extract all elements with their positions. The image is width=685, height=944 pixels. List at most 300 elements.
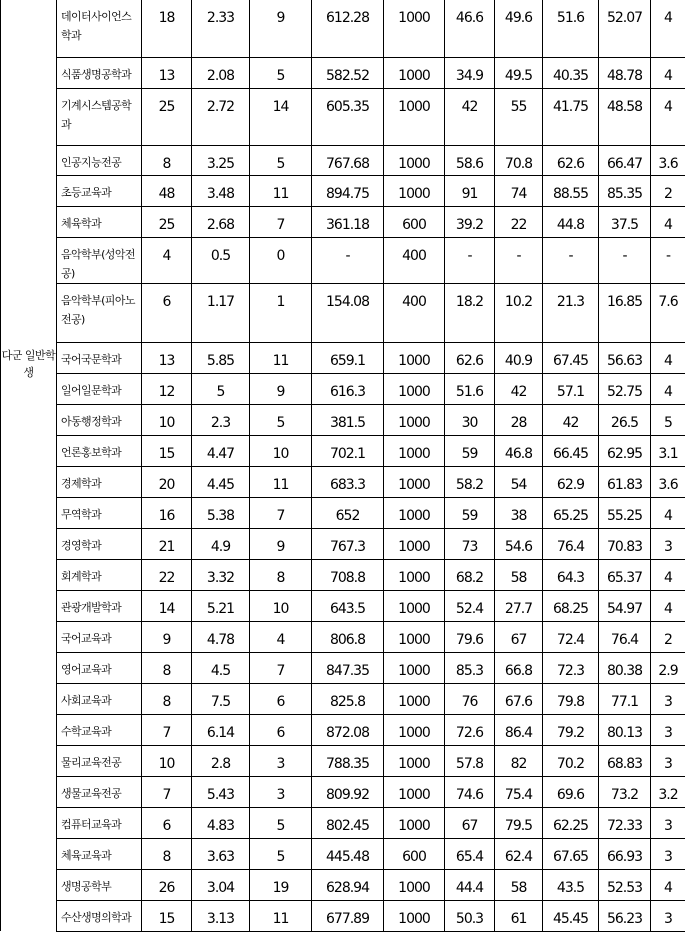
value-cell: 3 xyxy=(651,528,685,559)
value-cell: 80.13 xyxy=(599,714,651,745)
value-cell: 72.33 xyxy=(599,807,651,838)
value-cell: 42 xyxy=(445,88,495,145)
value-cell: 643.5 xyxy=(312,590,384,621)
department-name-cell: 컴퓨터교육과 xyxy=(57,807,142,838)
department-name-cell: 국어국문학과 xyxy=(57,342,142,373)
value-cell: 9 xyxy=(142,621,192,652)
value-cell: 67.45 xyxy=(543,342,599,373)
department-name-cell: 인공지능전공 xyxy=(57,145,142,175)
value-cell: 66.93 xyxy=(599,838,651,869)
value-cell: 13 xyxy=(142,342,192,373)
value-cell: 43.5 xyxy=(543,869,599,900)
value-cell: 1000 xyxy=(384,88,445,145)
value-cell: 27.7 xyxy=(495,590,543,621)
value-cell: 11 xyxy=(250,175,312,206)
value-cell: 58 xyxy=(495,559,543,590)
admission-group-cell xyxy=(1,0,57,342)
value-cell: 683.3 xyxy=(312,466,384,497)
value-cell: 6 xyxy=(250,683,312,714)
value-cell: 400 xyxy=(384,237,445,283)
value-cell: 86.4 xyxy=(495,714,543,745)
value-cell: 58.6 xyxy=(445,145,495,175)
value-cell: 69.6 xyxy=(543,776,599,807)
value-cell: 79.8 xyxy=(543,683,599,714)
value-cell: 2.9 xyxy=(651,652,685,683)
value-cell: 4 xyxy=(651,342,685,373)
value-cell: 25 xyxy=(142,206,192,237)
value-cell: 82 xyxy=(495,745,543,776)
value-cell: 5 xyxy=(250,57,312,88)
value-cell: 57.8 xyxy=(445,745,495,776)
value-cell: 872.08 xyxy=(312,714,384,745)
value-cell: 1000 xyxy=(384,373,445,404)
value-cell: 88.55 xyxy=(543,175,599,206)
department-name-cell: 데이터사이언스학과 xyxy=(57,0,142,57)
value-cell: 361.18 xyxy=(312,206,384,237)
value-cell: 76 xyxy=(445,683,495,714)
table-row xyxy=(1,559,685,590)
value-cell: 3.1 xyxy=(651,435,685,466)
value-cell: 3.2 xyxy=(651,776,685,807)
value-cell: 59 xyxy=(445,497,495,528)
value-cell: 67.6 xyxy=(495,683,543,714)
value-cell: 55.25 xyxy=(599,497,651,528)
value-cell: 68.83 xyxy=(599,745,651,776)
value-cell: 62.6 xyxy=(445,342,495,373)
value-cell: 677.89 xyxy=(312,900,384,931)
value-cell: 802.45 xyxy=(312,807,384,838)
value-cell: 3 xyxy=(651,807,685,838)
value-cell: 1000 xyxy=(384,621,445,652)
value-cell: 70.83 xyxy=(599,528,651,559)
value-cell: 3 xyxy=(651,838,685,869)
value-cell: 5 xyxy=(250,838,312,869)
department-name-cell: 사회교육과 xyxy=(57,683,142,714)
value-cell: 5 xyxy=(250,404,312,435)
value-cell: 38 xyxy=(495,497,543,528)
value-cell: 2 xyxy=(651,621,685,652)
value-cell: 54.6 xyxy=(495,528,543,559)
value-cell: 0 xyxy=(250,237,312,283)
department-name-cell: 경영학과 xyxy=(57,528,142,559)
value-cell: 16 xyxy=(142,497,192,528)
value-cell: 20 xyxy=(142,466,192,497)
value-cell: 37.5 xyxy=(599,206,651,237)
value-cell: 3.6 xyxy=(651,145,685,175)
value-cell: 7.5 xyxy=(192,683,250,714)
value-cell: 4 xyxy=(651,497,685,528)
value-cell: 66.8 xyxy=(495,652,543,683)
value-cell: 48 xyxy=(142,175,192,206)
value-cell: 58.2 xyxy=(445,466,495,497)
value-cell: 46.6 xyxy=(445,0,495,57)
department-name-cell: 아동행정학과 xyxy=(57,404,142,435)
value-cell: 400 xyxy=(384,283,445,342)
value-cell: 85.35 xyxy=(599,175,651,206)
value-cell: 76.4 xyxy=(599,621,651,652)
value-cell: 22 xyxy=(495,206,543,237)
department-name-cell: 생물교육전공 xyxy=(57,776,142,807)
value-cell: 3 xyxy=(250,776,312,807)
value-cell: 4.83 xyxy=(192,807,250,838)
value-cell: 2.8 xyxy=(192,745,250,776)
value-cell: 62.4 xyxy=(495,838,543,869)
value-cell: 3 xyxy=(250,745,312,776)
value-cell: 15 xyxy=(142,900,192,931)
table-row xyxy=(1,590,685,621)
value-cell: 30 xyxy=(445,404,495,435)
value-cell: 51.6 xyxy=(543,0,599,57)
table-row xyxy=(1,652,685,683)
value-cell: 91 xyxy=(445,175,495,206)
value-cell: 54.97 xyxy=(599,590,651,621)
value-cell: 67 xyxy=(445,807,495,838)
value-cell: 85.3 xyxy=(445,652,495,683)
table-row xyxy=(1,528,685,559)
value-cell: 1000 xyxy=(384,807,445,838)
value-cell: 28 xyxy=(495,404,543,435)
value-cell: 659.1 xyxy=(312,342,384,373)
value-cell: 9 xyxy=(250,528,312,559)
value-cell: 4 xyxy=(651,590,685,621)
department-name-cell: 생명공학부 xyxy=(57,869,142,900)
value-cell: 4.47 xyxy=(192,435,250,466)
value-cell: 2.72 xyxy=(192,88,250,145)
table-row xyxy=(1,88,685,145)
value-cell: 628.94 xyxy=(312,869,384,900)
value-cell: 75.4 xyxy=(495,776,543,807)
value-cell: 7 xyxy=(250,497,312,528)
value-cell: 57.1 xyxy=(543,373,599,404)
value-cell: 41.75 xyxy=(543,88,599,145)
value-cell: 1000 xyxy=(384,683,445,714)
value-cell: 708.8 xyxy=(312,559,384,590)
table-row xyxy=(1,497,685,528)
value-cell: 4 xyxy=(651,88,685,145)
value-cell: 34.9 xyxy=(445,57,495,88)
value-cell: 612.28 xyxy=(312,0,384,57)
table-row xyxy=(1,237,685,283)
table-row xyxy=(1,683,685,714)
value-cell: 652 xyxy=(312,497,384,528)
value-cell: 2.68 xyxy=(192,206,250,237)
value-cell: 3.13 xyxy=(192,900,250,931)
value-cell: 7 xyxy=(250,206,312,237)
value-cell: 600 xyxy=(384,206,445,237)
value-cell: 1000 xyxy=(384,652,445,683)
value-cell: 7 xyxy=(250,652,312,683)
value-cell: 445.48 xyxy=(312,838,384,869)
department-name-cell: 초등교육과 xyxy=(57,175,142,206)
value-cell: 48.78 xyxy=(599,57,651,88)
department-name-cell: 언론홍보학과 xyxy=(57,435,142,466)
value-cell: 1000 xyxy=(384,342,445,373)
value-cell: 11 xyxy=(250,900,312,931)
value-cell: 2.3 xyxy=(192,404,250,435)
value-cell: 52.53 xyxy=(599,869,651,900)
value-cell: 72.4 xyxy=(543,621,599,652)
value-cell: 4 xyxy=(651,373,685,404)
table-row xyxy=(1,373,685,404)
value-cell: 66.47 xyxy=(599,145,651,175)
department-name-cell: 음악학부(피아노전공) xyxy=(57,283,142,342)
value-cell: 3.48 xyxy=(192,175,250,206)
value-cell: - xyxy=(312,237,384,283)
department-name-cell: 회계학과 xyxy=(57,559,142,590)
value-cell: - xyxy=(543,237,599,283)
value-cell: 4 xyxy=(651,869,685,900)
value-cell: 3 xyxy=(651,745,685,776)
value-cell: 45.45 xyxy=(543,900,599,931)
department-name-cell: 물리교육전공 xyxy=(57,745,142,776)
value-cell: 3 xyxy=(651,683,685,714)
value-cell: 14 xyxy=(142,590,192,621)
value-cell: 7 xyxy=(142,776,192,807)
value-cell: 5 xyxy=(250,807,312,838)
value-cell: 10 xyxy=(250,590,312,621)
value-cell: 7 xyxy=(142,714,192,745)
table-body xyxy=(1,0,685,931)
value-cell: 74 xyxy=(495,175,543,206)
table-row xyxy=(1,466,685,497)
value-cell: 0.5 xyxy=(192,237,250,283)
value-cell: 4 xyxy=(250,621,312,652)
department-name-cell: 영어교육과 xyxy=(57,652,142,683)
value-cell: 12 xyxy=(142,373,192,404)
value-cell: 1000 xyxy=(384,590,445,621)
value-cell: 1000 xyxy=(384,0,445,57)
value-cell: 59 xyxy=(445,435,495,466)
value-cell: 25 xyxy=(142,88,192,145)
value-cell: 4.78 xyxy=(192,621,250,652)
value-cell: 40.9 xyxy=(495,342,543,373)
value-cell: 61 xyxy=(495,900,543,931)
value-cell: 19 xyxy=(250,869,312,900)
value-cell: 16.85 xyxy=(599,283,651,342)
department-name-cell: 식품생명공학과 xyxy=(57,57,142,88)
value-cell: 8 xyxy=(142,145,192,175)
value-cell: 9 xyxy=(250,373,312,404)
value-cell: 1000 xyxy=(384,497,445,528)
value-cell: 600 xyxy=(384,838,445,869)
value-cell: 15 xyxy=(142,435,192,466)
value-cell: 8 xyxy=(250,559,312,590)
value-cell: 72.3 xyxy=(543,652,599,683)
value-cell: 2.08 xyxy=(192,57,250,88)
value-cell: 7.6 xyxy=(651,283,685,342)
value-cell: 80.38 xyxy=(599,652,651,683)
value-cell: 825.8 xyxy=(312,683,384,714)
table-row xyxy=(1,714,685,745)
value-cell: 8 xyxy=(142,683,192,714)
value-cell: 72.6 xyxy=(445,714,495,745)
value-cell: 26 xyxy=(142,869,192,900)
value-cell: 42 xyxy=(543,404,599,435)
value-cell: 46.8 xyxy=(495,435,543,466)
department-name-cell: 경제학과 xyxy=(57,466,142,497)
value-cell: 4 xyxy=(651,0,685,57)
value-cell: 58 xyxy=(495,869,543,900)
value-cell: 3.63 xyxy=(192,838,250,869)
value-cell: 2 xyxy=(651,175,685,206)
value-cell: 702.1 xyxy=(312,435,384,466)
department-name-cell: 체육교육과 xyxy=(57,838,142,869)
value-cell: 22 xyxy=(142,559,192,590)
value-cell: 1000 xyxy=(384,145,445,175)
value-cell: 66.45 xyxy=(543,435,599,466)
value-cell: 4 xyxy=(142,237,192,283)
table-row xyxy=(1,869,685,900)
value-cell: 1000 xyxy=(384,869,445,900)
value-cell: 54 xyxy=(495,466,543,497)
department-name-cell: 수산생명의학과 xyxy=(57,900,142,931)
value-cell: 767.68 xyxy=(312,145,384,175)
value-cell: 51.6 xyxy=(445,373,495,404)
value-cell: 5.43 xyxy=(192,776,250,807)
value-cell: 1000 xyxy=(384,714,445,745)
value-cell: 11 xyxy=(250,342,312,373)
value-cell: 4 xyxy=(651,559,685,590)
value-cell: 806.8 xyxy=(312,621,384,652)
value-cell: 6 xyxy=(250,714,312,745)
value-cell: 3 xyxy=(651,714,685,745)
department-name-cell: 무역학과 xyxy=(57,497,142,528)
value-cell: 6 xyxy=(142,807,192,838)
value-cell: 1000 xyxy=(384,404,445,435)
value-cell: 4.5 xyxy=(192,652,250,683)
table-row xyxy=(1,404,685,435)
value-cell: 70.8 xyxy=(495,145,543,175)
value-cell: 894.75 xyxy=(312,175,384,206)
value-cell: 26.5 xyxy=(599,404,651,435)
value-cell: 55 xyxy=(495,88,543,145)
table-row xyxy=(1,283,685,342)
department-name-cell: 일어일문학과 xyxy=(57,373,142,404)
value-cell: 76.4 xyxy=(543,528,599,559)
value-cell: 73.2 xyxy=(599,776,651,807)
table-row xyxy=(1,175,685,206)
value-cell: 49.6 xyxy=(495,0,543,57)
department-name-cell: 수학교육과 xyxy=(57,714,142,745)
value-cell: 3 xyxy=(651,900,685,931)
value-cell: 79.6 xyxy=(445,621,495,652)
value-cell: 381.5 xyxy=(312,404,384,435)
value-cell: 4.9 xyxy=(192,528,250,559)
table-row xyxy=(1,776,685,807)
table-row xyxy=(1,145,685,175)
department-name-cell: 체육학과 xyxy=(57,206,142,237)
value-cell: 1.17 xyxy=(192,283,250,342)
value-cell: 79.5 xyxy=(495,807,543,838)
value-cell: 616.3 xyxy=(312,373,384,404)
value-cell: 2.33 xyxy=(192,0,250,57)
value-cell: 809.92 xyxy=(312,776,384,807)
value-cell: 65.4 xyxy=(445,838,495,869)
value-cell: 6.14 xyxy=(192,714,250,745)
admission-group-cell: 다군 일반학생 xyxy=(1,342,57,931)
value-cell: 154.08 xyxy=(312,283,384,342)
value-cell: 1000 xyxy=(384,776,445,807)
table-row xyxy=(1,900,685,931)
value-cell: 62.95 xyxy=(599,435,651,466)
value-cell: 5 xyxy=(192,373,250,404)
value-cell: 62.25 xyxy=(543,807,599,838)
value-cell: 5.21 xyxy=(192,590,250,621)
value-cell: 18 xyxy=(142,0,192,57)
table-row xyxy=(1,807,685,838)
table-row xyxy=(1,435,685,466)
value-cell: - xyxy=(445,237,495,283)
value-cell: 1000 xyxy=(384,57,445,88)
value-cell: 4 xyxy=(651,206,685,237)
value-cell: 1000 xyxy=(384,435,445,466)
value-cell: 10 xyxy=(250,435,312,466)
value-cell: 64.3 xyxy=(543,559,599,590)
value-cell: 40.35 xyxy=(543,57,599,88)
value-cell: - xyxy=(599,237,651,283)
value-cell: 74.6 xyxy=(445,776,495,807)
value-cell: 48.58 xyxy=(599,88,651,145)
value-cell: 1000 xyxy=(384,900,445,931)
value-cell: - xyxy=(495,237,543,283)
department-name-cell: 음악학부(성악전공) xyxy=(57,237,142,283)
value-cell: 4.45 xyxy=(192,466,250,497)
value-cell: 1000 xyxy=(384,175,445,206)
value-cell: 73 xyxy=(445,528,495,559)
value-cell: 79.2 xyxy=(543,714,599,745)
value-cell: 77.1 xyxy=(599,683,651,714)
value-cell: 1000 xyxy=(384,466,445,497)
value-cell: 5 xyxy=(250,145,312,175)
value-cell: 70.2 xyxy=(543,745,599,776)
value-cell: 14 xyxy=(250,88,312,145)
value-cell: 52.75 xyxy=(599,373,651,404)
value-cell: 847.35 xyxy=(312,652,384,683)
value-cell: 18.2 xyxy=(445,283,495,342)
value-cell: 65.37 xyxy=(599,559,651,590)
value-cell: 62.9 xyxy=(543,466,599,497)
department-name-cell: 국어교육과 xyxy=(57,621,142,652)
value-cell: 56.63 xyxy=(599,342,651,373)
value-cell: 61.83 xyxy=(599,466,651,497)
table-row xyxy=(1,838,685,869)
value-cell: 21 xyxy=(142,528,192,559)
value-cell: 50.3 xyxy=(445,900,495,931)
value-cell: 767.3 xyxy=(312,528,384,559)
value-cell: 52.07 xyxy=(599,0,651,57)
value-cell: 49.5 xyxy=(495,57,543,88)
value-cell: 582.52 xyxy=(312,57,384,88)
value-cell: 10.2 xyxy=(495,283,543,342)
value-cell: 3.25 xyxy=(192,145,250,175)
value-cell: 788.35 xyxy=(312,745,384,776)
value-cell: 8 xyxy=(142,838,192,869)
value-cell: 67 xyxy=(495,621,543,652)
table-row xyxy=(1,0,685,57)
value-cell: 3.6 xyxy=(651,466,685,497)
value-cell: 6 xyxy=(142,283,192,342)
department-name-cell: 기계시스템공학과 xyxy=(57,88,142,145)
value-cell: 10 xyxy=(142,745,192,776)
value-cell: 1000 xyxy=(384,559,445,590)
value-cell: 605.35 xyxy=(312,88,384,145)
value-cell: 13 xyxy=(142,57,192,88)
value-cell: 21.3 xyxy=(543,283,599,342)
value-cell: 5.85 xyxy=(192,342,250,373)
table-row xyxy=(1,206,685,237)
value-cell: 8 xyxy=(142,652,192,683)
value-cell: 9 xyxy=(250,0,312,57)
